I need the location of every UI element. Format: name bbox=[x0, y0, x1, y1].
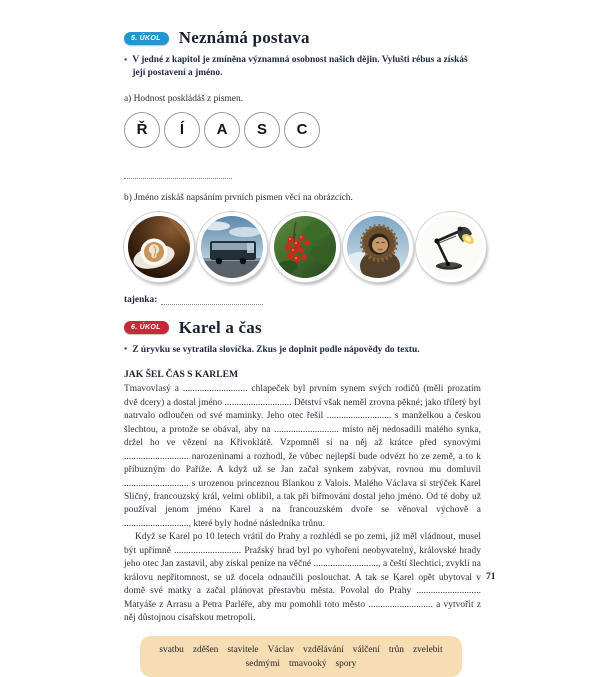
task5-part-b-label: b) Jméno získáš napsáním prvních písmen věcí na obrázcích. bbox=[124, 192, 353, 203]
task5-instructions-text: V jedné z kapitol je zmíněna významná osobnost našich dějin. Vylušti rébus a získáš její postavení a jméno. bbox=[132, 55, 468, 78]
bullet-icon: ● bbox=[124, 56, 128, 63]
letter-circle: Í bbox=[164, 112, 200, 148]
task6-instructions-text: Z úryvku se vytratila slovíčka. Zkus je doplnit podle nápovědy do textu. bbox=[132, 344, 420, 355]
task6-title: Karel a čas bbox=[178, 317, 262, 337]
workbook-page bbox=[124, 28, 481, 677]
tajenka-label: tajenka: bbox=[124, 294, 158, 305]
tajenka-row bbox=[124, 295, 481, 305]
word-bank-row-1 bbox=[158, 643, 444, 657]
word-bank-word: zvelebit bbox=[412, 644, 443, 655]
word-bank-word: trůn bbox=[388, 644, 404, 655]
story-paragraph-2: Když se Karel po 10 letech vrátil do Prahy a rozhlédl se po zemi, jíž měl vládnout, musel být upřímně ............................ Pražský hrad byl po vyhoření neobyvatelný, královské hrady jeho otec Jan zastavil, aby získal peníze na věčné ..........................., a čeští šlechtici, zvyklí na královu nepřítomnost, se už docela odnaučili poslouchat. A tak se Karel opět ubytoval v domě své matky a začal plánovat přestavbu města. Povolal do Prahy ........................... Matyáše z Arrasu a Petra Parléře, aby mu pomohli toto město ........................... a vytvořit z něj důstojnou císařskou metropoli. bbox=[124, 532, 481, 624]
task5-title: Neznámá postava bbox=[178, 28, 310, 47]
task6-badge: 6. ÚKOL bbox=[124, 321, 169, 334]
eskimo-photo bbox=[343, 212, 413, 282]
word-bank-word: vzdělávání bbox=[303, 644, 344, 655]
story-paragraph-1: Tmavovlasý a ........................... chlapeček byl prvním synem svých rodičů (měli prozatím dvě dcery) a dostal jméno ............................ Dětství však neměl zrovna pěkné; jako tříletý byl natrvalo odloučen od své maminky. Jeho otec řešil ........................... s manželkou a českou šlechtou, a protože se obával, aby na ........................... místo něj nedosadili malého synka, držel ho ve vězení na Křivoklátě. Vzpomněl si na něj až krátce před synovými ........................... narozeninami a rozhodl, že vůbec nejlepší bude odvézt ho ze země, a to k příbuzným do Paříže. A když už se Jan začal synkem zabývat, rovnou mu domluvil ........................... s urozenou princeznou Blankou z Valois. Malého Václava si strýček Karel Sličný, francouzský král, velmi oblíbil, a tak při biřmování dostal jeho jméno. Od té doby už používal jenom jméno Karel a na francouzském dvoře se věnoval výchově a ..........................., které byly hodné následníka trůnu. bbox=[124, 384, 481, 529]
task6-header bbox=[124, 318, 481, 338]
task5-instructions bbox=[124, 54, 481, 80]
bullet-icon: ● bbox=[124, 346, 128, 353]
word-bank-word: stavitele bbox=[227, 644, 259, 655]
task6-instructions bbox=[124, 344, 481, 357]
word-bank-word: Václav bbox=[267, 644, 295, 655]
red-currants-photo bbox=[270, 212, 340, 282]
part-a-answer-line bbox=[124, 170, 232, 179]
rebus-photos bbox=[124, 212, 481, 282]
word-bank-word: sedmými bbox=[245, 658, 281, 669]
letter-circle: A bbox=[204, 112, 240, 148]
word-bank-word: svatbu bbox=[159, 644, 184, 655]
desk-lamp-photo bbox=[416, 212, 486, 282]
tajenka-answer-line bbox=[161, 296, 263, 305]
word-bank-word: válčení bbox=[352, 644, 380, 655]
task5-part-a-label: a) Hodnost poskládáš z písmen. bbox=[124, 93, 243, 104]
word-bank-row-2 bbox=[158, 657, 444, 671]
story-title: JAK ŠEL ČAS S KARLEM bbox=[124, 369, 239, 381]
coffee-photo bbox=[124, 212, 194, 282]
letter-circle: S bbox=[244, 112, 280, 148]
bus-photo bbox=[197, 212, 267, 282]
word-bank bbox=[140, 636, 462, 677]
word-bank-word: spory bbox=[335, 658, 357, 669]
letter-circle: Ř bbox=[124, 112, 160, 148]
task5-badge: 5. ÚKOL bbox=[124, 32, 169, 45]
task5-header bbox=[124, 28, 481, 48]
rebus-letter-circles bbox=[124, 112, 481, 148]
word-bank-word: tmavooký bbox=[289, 658, 327, 669]
letter-circle: C bbox=[284, 112, 320, 148]
word-bank-word: zděšen bbox=[192, 644, 219, 655]
page-number: 71 bbox=[486, 572, 496, 582]
